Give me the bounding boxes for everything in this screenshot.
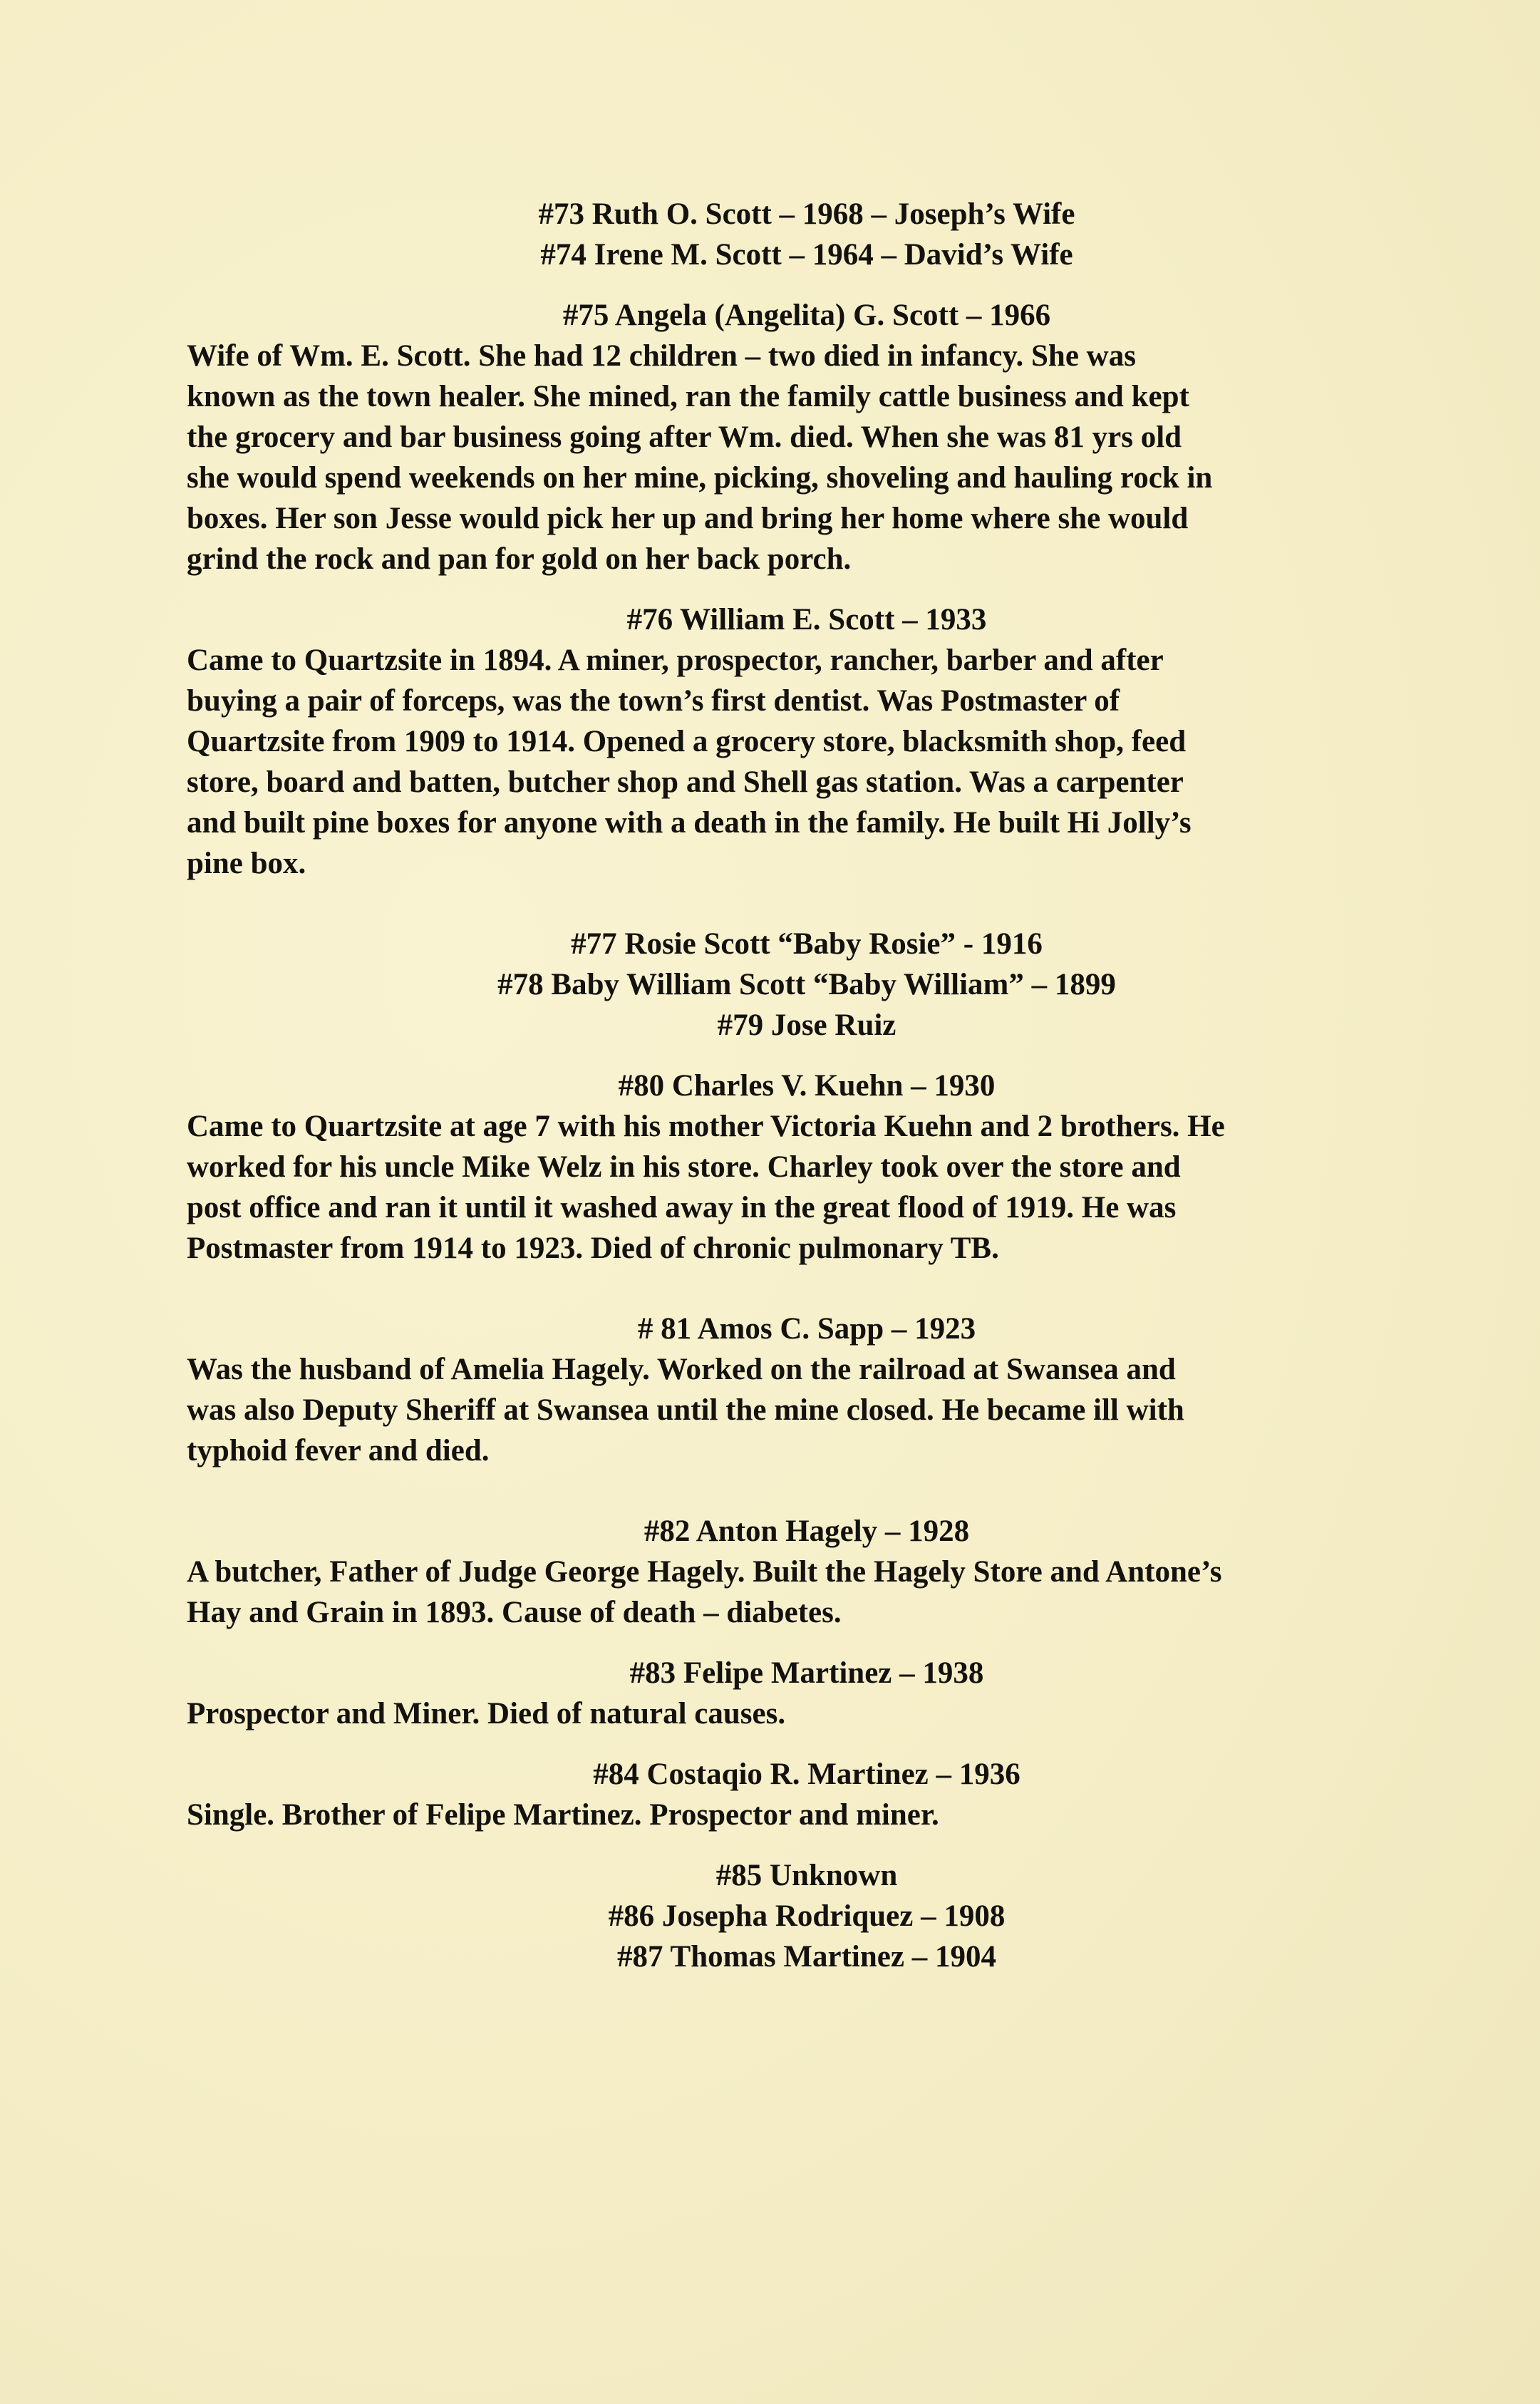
entry-text-line: boxes. Her son Jesse would pick her up and bring her home where she would [187,502,1189,535]
entry-text-line: known as the town healer. She mined, ran the family cattle business and kept [187,380,1189,413]
document-content [187,194,1427,1977]
entry-text-line: Postmaster from 1914 to 1923. Died of chronic pulmonary TB. [187,1232,999,1265]
entry-75 [187,295,1427,579]
entry-heading: #78 Baby William Scott “Baby William” – 1899 [497,968,1116,1001]
entry-84 [187,1754,1427,1835]
entry-heading: #77 Rosie Scott “Baby Rosie” - 1916 [571,927,1043,961]
entry-76 [187,599,1427,884]
entry-heading: #85 Unknown [715,1859,898,1892]
entry-text-line: Came to Quartzsite in 1894. A miner, prospector, rancher, barber and after [187,644,1164,677]
entry-heading: #87 Thomas Martinez – 1904 [617,1940,996,1974]
entry-text-line: A butcher, Father of Judge George Hagely. Built the Hagely Store and Antone’s [187,1555,1222,1589]
entry-text-line: worked for his uncle Mike Welz in his store. Charley took over the store and [187,1150,1181,1184]
entry-heading: # 81 Amos C. Sapp – 1923 [637,1312,976,1346]
entry-text-line: post office and ran it until it washed away in the great flood of 1919. He was [187,1191,1177,1224]
entry-heading: #84 Costaqio R. Martinez – 1936 [593,1758,1020,1791]
entry-text-line: Single. Brother of Felipe Martinez. Prospector and miner. [187,1798,939,1832]
entry-85-87 [187,1855,1427,1977]
entry-heading: #83 Felipe Martinez – 1938 [629,1656,984,1690]
entry-heading: #73 Ruth O. Scott – 1968 – Joseph’s Wife [538,197,1075,231]
entry-82 [187,1511,1427,1633]
entry-text-line: store, board and batten, butcher shop and Shell gas station. Was a carpenter [187,765,1184,799]
entry-text-line: Was the husband of Amelia Hagely. Worked on the railroad at Swansea and [187,1353,1176,1386]
entry-text-line: Hay and Grain in 1893. Cause of death – diabetes. [187,1596,842,1629]
entry-heading: #82 Anton Hagely – 1928 [644,1515,970,1548]
entry-heading: #80 Charles V. Kuehn – 1930 [618,1069,996,1103]
entry-heading: #75 Angela (Angelita) G. Scott – 1966 [562,299,1051,332]
entry-text-line: pine box. [187,847,306,880]
entry-80 [187,1066,1427,1269]
entry-77-79 [187,924,1427,1046]
entry-83 [187,1653,1427,1734]
entry-heading: #76 William E. Scott – 1933 [626,603,987,636]
entry-text-line: typhoid fever and died. [187,1434,490,1467]
entry-text-line: was also Deputy Sheriff at Swansea until the mine closed. He became ill with [187,1393,1184,1427]
entry-heading: #74 Irene M. Scott – 1964 – David’s Wife [540,238,1073,272]
entry-text-line: grind the rock and pan for gold on her back porch. [187,542,852,576]
entry-text-line: and built pine boxes for anyone with a death in the family. He built Hi Jolly’s [187,806,1192,840]
entry-heading: #79 Jose Ruiz [717,1008,896,1042]
entry-text-line: Prospector and Miner. Died of natural causes. [187,1697,786,1730]
entry-text-line: Wife of Wm. E. Scott. She had 12 children – two died in infancy. She was [187,339,1136,373]
entry-text-line: the grocery and bar business going after Wm. died. When she was 81 yrs old [187,421,1182,454]
entry-73-74 [187,194,1427,275]
entry-text-line: she would spend weekends on her mine, picking, shoveling and hauling rock in [187,461,1213,495]
entry-heading: #86 Josepha Rodriquez – 1908 [608,1899,1006,1933]
entry-text-line: buying a pair of forceps, was the town’s first dentist. Was Postmaster of [187,684,1120,718]
entry-text-line: Quartzsite from 1909 to 1914. Opened a grocery store, blacksmith shop, feed [187,725,1187,758]
entry-text-line: Came to Quartzsite at age 7 with his mother Victoria Kuehn and 2 brothers. He [187,1110,1225,1143]
entry-81 [187,1309,1427,1471]
